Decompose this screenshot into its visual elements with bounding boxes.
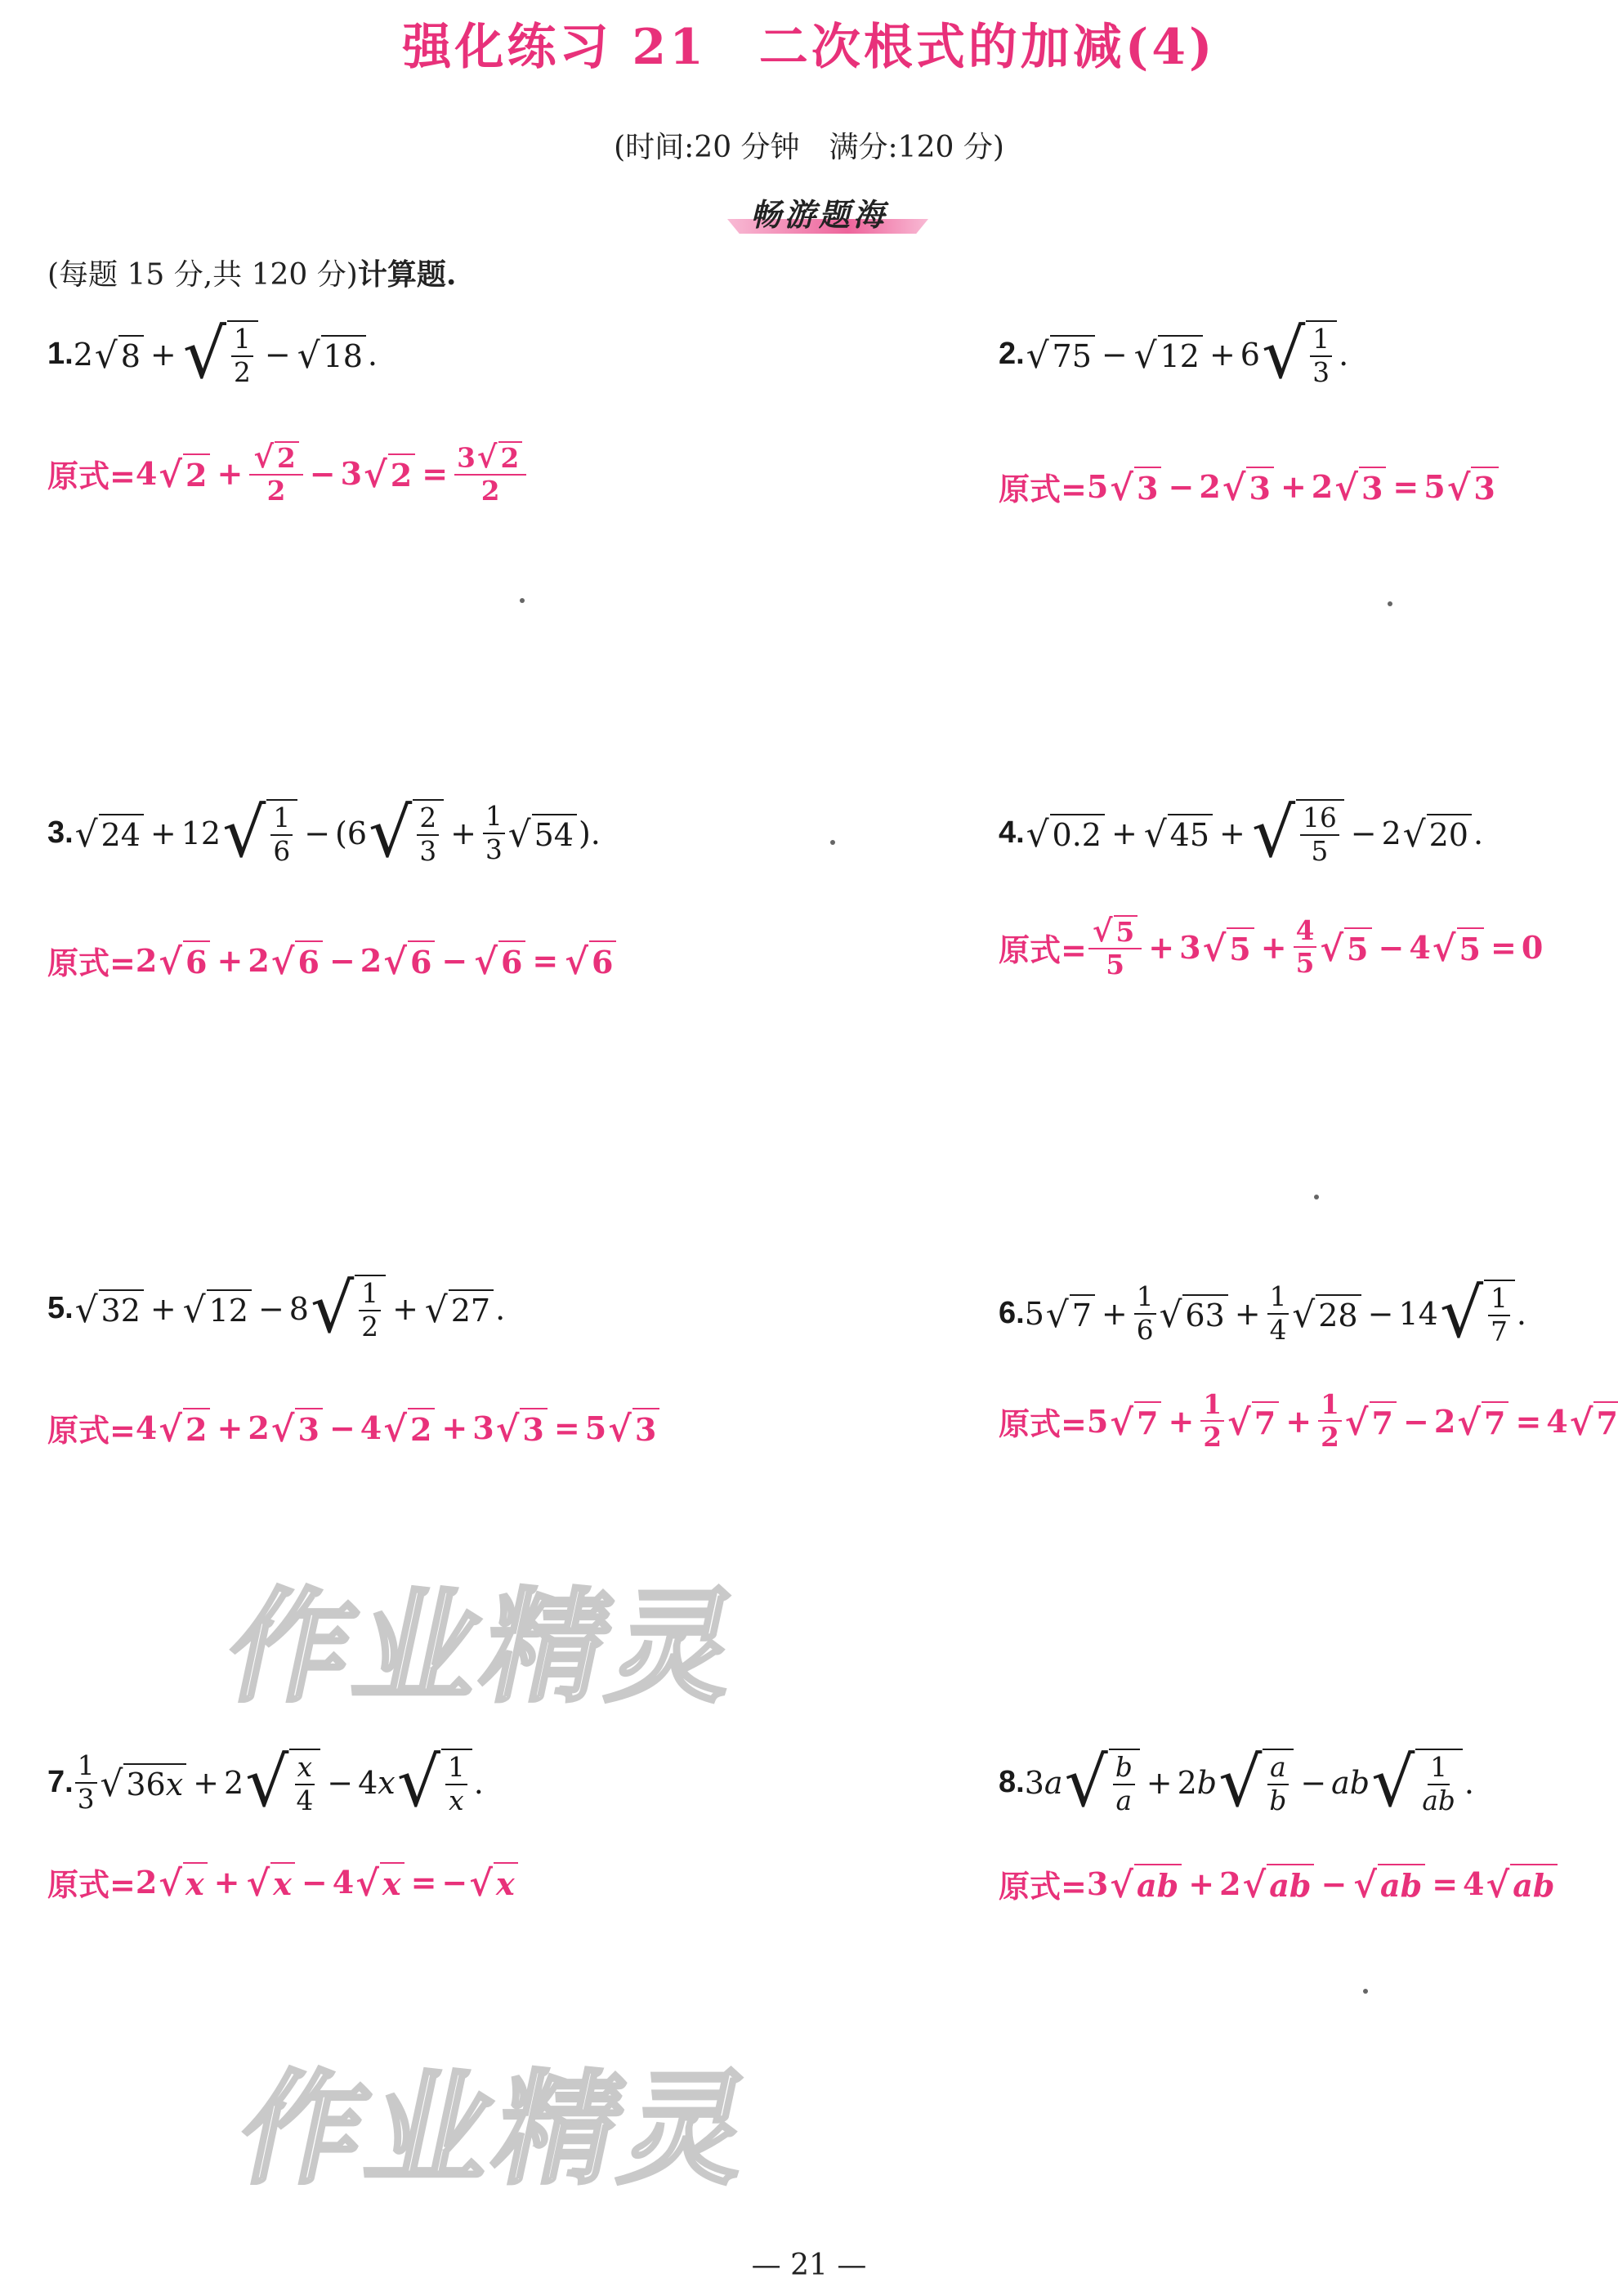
- problem-7: 7. $\frac{1}{3}$ √ 36 x + 2 √ $\frac{x}{4}$ − 4 x √ $\frac{1}{x}$ .: [47, 1742, 484, 1822]
- problem-3: 3. √ 24 + 12 √ $\frac{1}{6}$ − (6 √ $\frac{2}{3}$ + $\frac{1}{3}$ √ 54 ).: [47, 793, 601, 873]
- problem-2: 2. √ 75 − √ 12 + 6 √ $\frac{1}{3}$ .: [999, 314, 1349, 394]
- section-label: 畅游题海: [750, 196, 888, 233]
- problem-5: 5. √ 32 + √ 12 − 8 √ $\frac{1}{2}$ + √ 27 .: [47, 1268, 506, 1348]
- answer-4: 原式= √ 5 5 + 3 √ 5 + $\frac{4}{5}$ √ 5 − 4 √ 5 = 0: [999, 912, 1544, 981]
- answer-5: 原式= 4 √ 2 + 2 √ 3 − 4 √ 2 + 3 √ 3 = 5 √ 3: [47, 1405, 661, 1450]
- answer-1: 原式= 4 √ 2 + √ 2 2 − 3 √ 2 = 3 √ 2 2: [47, 441, 528, 506]
- answer-2: 原式= 5 √ 3 − 2 √ 3 + 2 √ 3 = 5 √ 3: [999, 464, 1500, 509]
- problem-1: 1. 2 √ 8 + √ $\frac{1}{2}$ − √ 18 .: [47, 314, 378, 394]
- answer-prefix: 原式=: [999, 1868, 1087, 1905]
- problem-number: 1.: [47, 337, 74, 372]
- problem-number: 8.: [999, 1765, 1025, 1800]
- problem-6: 6. 5 √ 7 + $\frac{1}{6}$ √ 63 + $\frac{1}{4}$ √ 28 − 14 √ $\frac{1}{7}$ .: [999, 1273, 1526, 1353]
- scan-speck: [1314, 1195, 1319, 1199]
- page-number: — 21 —: [751, 2249, 867, 2282]
- problem-number: 6.: [999, 1296, 1025, 1331]
- answer-prefix: 原式=: [999, 471, 1087, 507]
- problem-8: 8. 3 a √ $\frac{b}{a}$ + 2 b √ $\frac{a}{b}$ − ab √ $\frac{1}{ab}$ .: [999, 1742, 1474, 1822]
- problem-number: 7.: [47, 1765, 74, 1800]
- answer-prefix: 原式=: [999, 931, 1087, 968]
- answer-8: 原式= 3 √ ab + 2 √ ab − √ ab = 4 √ ab: [999, 1861, 1559, 1906]
- watermark: 作业精灵: [227, 2059, 768, 2201]
- problem-number: 3.: [47, 815, 74, 851]
- problem-4: 4. √ 0.2 + √ 45 + √ $\frac{16}{5}$ − 2 √ 20 .: [999, 793, 1484, 873]
- answer-7: 原式= 2 √ x + √ x − 4 √ x = − √ x: [47, 1860, 520, 1905]
- scan-speck: [1388, 601, 1392, 606]
- watermark: 作业精灵: [215, 1577, 756, 1719]
- scan-speck: [830, 840, 835, 845]
- instructions-main: 计算题.: [357, 257, 457, 292]
- answer-prefix: 原式=: [47, 945, 136, 981]
- scan-speck: [1363, 1989, 1368, 1994]
- answer-prefix: 原式=: [999, 1405, 1087, 1442]
- instructions-prefix: (每题 15 分,共 120 分): [47, 258, 358, 292]
- page-title: 强化练习 21 二次根式的加减(4): [402, 19, 1216, 76]
- answer-prefix: 原式=: [47, 1412, 136, 1449]
- answer-prefix: 原式=: [47, 457, 136, 494]
- answer-6: 原式= 5 √ 7 + $\frac{1}{2}$ √ 7 + $\frac{1}{2}$ √ 7 − 2 √ 7 = 4 √ 7: [999, 1391, 1618, 1452]
- time-score-info: (时间:20 分钟 满分:120 分): [614, 131, 1004, 164]
- problem-number: 5.: [47, 1291, 74, 1326]
- problem-number: 2.: [999, 337, 1025, 372]
- problem-number: 4.: [999, 815, 1025, 851]
- answer-prefix: 原式=: [47, 1866, 136, 1903]
- answer-3: 原式= 2 √ 6 + 2 √ 6 − 2 √ 6 − √ 6 = √ 6: [47, 938, 618, 983]
- section-header: [727, 190, 932, 239]
- scan-speck: [520, 598, 525, 603]
- instructions: [47, 252, 456, 293]
